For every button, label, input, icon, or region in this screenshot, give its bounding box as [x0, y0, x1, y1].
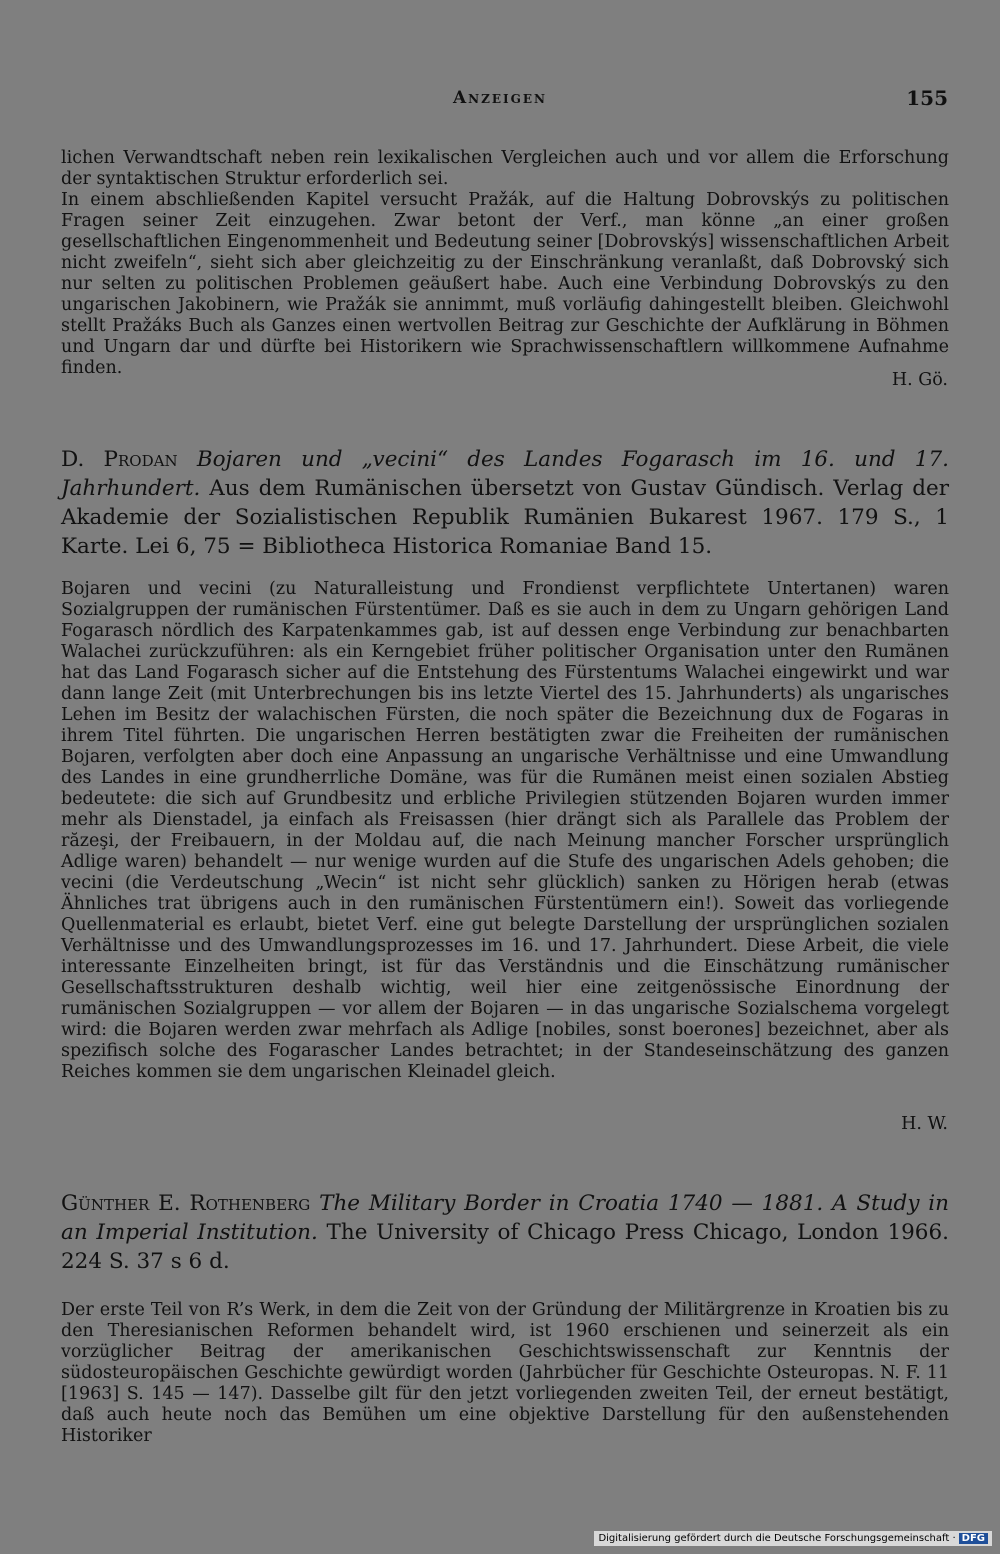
- review1-signature: H. Gö.: [891, 370, 948, 390]
- review3-title: The Military Border in Croatia 1740 — 1881. A Study in an Imperial Institution.: [61, 1191, 949, 1245]
- running-header: Anzeigen: [452, 88, 548, 108]
- review2-body: Bojaren und vecini (zu Naturalleistung und Frondienst verpflichtete Untertanen) waren Sozialgruppen der rumänischen Fürstentümer. Daß es sie auch in dem zu Ungarn gehörigen Land Fogarasch nördlich des Karpatenkammes gab, ist auf dessen enge Verbindung zur benachbarten Walachei zurückzuführen: als ein Kerngebiet früher politischer Organisation unter den Rumänen hat das Land Fogarasch sicher auf die Entstehung des Fürstentums Walachei eingewirkt und war dann lange Zeit (mit Unterbrechungen bis ins letzte Viertel des 15. Jahrhunderts) als ungarisches Lehen im Besitz der walachischen Fürsten, die noch später die Bezeichnung dux de Fogaras in ihrem Titel führten. Die ungarischen Herren bestätigten zwar die Freiheiten der rumänischen Bojaren, verfolgten aber doch eine Anpassung an ungarische Verhältnisse und eine Umwandlung des Landes in eine grundherrliche Domäne, was für die Rumänen meist einen sozialen Abstieg bedeutete: die sich auf Grundbesitz und erbliche Privilegien stützenden Bojaren wurden immer mehr als Dienstadel, ja einfach als Freisassen (hier drängt sich als Parallele das Problem der răzeşi, der Freibauern, in der Moldau auf, die nach Meinung mancher Forscher ursprünglich Adlige waren) behandelt — nur wenige wurden auf die Stufe des ungarischen Adels gehoben; die vecini (die Verdeutschung „Wecin“ ist nicht sehr glücklich) sanken zu Hörigen herab (etwas Ähnliches trat übrigens auch in den rumänischen Fürstentümern ein!). Soweit das vorliegende Quellenmaterial es erlaubt, bietet Verf. eine gut belegte Darstellung der ursprünglichen sozialen Verhältnisse und des Umwandlungsprozesses im 16. und 17. Jahrhundert. Diese Arbeit, die viele interessante Einzelheiten bringt, ist für das Verständnis und die Einschätzung rumänischer Gesellschaftsstrukturen deshalb wichtig, weil hier eine zeitgenössische Einordnung der rumänischen Sozialgruppen — vor allem der Bojaren — in das ungarische Sozialschema vorgelegt wird: die Bojaren werden zwar mehrfach als Adlige [nobiles, sonst boerones] bezeichnet, aber als spezifisch solche des Fogarascher Landes betrachtet; in der Standeseinschätzung des ganzen Reiches kommen sie dem ungarischen Kleinadel gleich.: [61, 579, 949, 1082]
- review3-details: The University of Chicago Press Chicago, London 1966. 224 S. 37 s 6 d.: [61, 1220, 949, 1274]
- review1-text: [61, 148, 949, 379]
- page-number: 155: [906, 86, 948, 110]
- review3-author: Günther E. Rothenberg: [61, 1191, 311, 1216]
- review2-title: Bojaren und „vecini“ des Landes Fogarasch im 16. und 17. Jahrhundert.: [61, 447, 949, 501]
- review1-paragraph: lichen Verwandtschaft neben rein lexikalischen Vergleichen auch und vor allem die Erforschung der syntaktischen Struktur erforderlich sei.: [61, 148, 949, 189]
- review2-author: D. Prodan: [61, 447, 178, 472]
- dfg-logo: DFG: [959, 1533, 988, 1544]
- review2-signature: H. W.: [901, 1114, 948, 1134]
- review3-heading: [61, 1189, 949, 1276]
- review3-body: Der erste Teil von R’s Werk, in dem die Zeit von der Gründung der Militärgrenze in Kroatien bis zu den Theresianischen Reformen behandelt wird, ist 1960 erschienen und seinerzeit als ein vorzüglicher Beitrag der amerikanischen Geschichtswissenschaft zur Kenntnis der südosteuropäischen Geschichte gewürdigt worden (Jahrbücher für Geschichte Osteuropas. N. F. 11 [1963] S. 145 — 147). Dasselbe gilt für den jetzt vorliegenden zweiten Teil, der erneut bestätigt, daß auch heute noch das Bemühen um eine objektive Darstellung für den außenstehenden Historiker: [61, 1300, 949, 1446]
- footer-text: Digitalisierung gefördert durch die Deutsche Forschungsgemeinschaft ·: [598, 1533, 956, 1544]
- review2-details: Aus dem Rumänischen übersetzt von Gustav Gündisch. Verlag der Akademie der Sozialistischen Republik Rumänien Bukarest 1967. 179 S., 1 Karte. Lei 6, 75 = Bibliotheca Historica Romaniae Band 15.: [61, 476, 949, 559]
- review1-paragraph: In einem abschließenden Kapitel versucht Pražák, auf die Haltung Dobrovskýs zu politischen Fragen seiner Zeit einzugehen. Zwar betont der Verf., man könne „an einer großen gesellschaftlichen Eingenommenheit und Bedeutung seiner [Dobrovskýs] wissenschaftlichen Arbeit nicht zweifeln“, sieht sich aber gleichzeitig zu der Einschränkung veranlaßt, daß Dobrovský sich nur selten zu politischen Problemen geäußert habe. Auch eine Verbindung Dobrovskýs zu den ungarischen Jakobinern, wie Pražák sie annimmt, muß vorläufig dahingestellt bleiben. Gleichwohl stellt Pražáks Buch als Ganzes einen wertvollen Beitrag zur Geschichte der Aufklärung in Böhmen und Ungarn dar und dürfte bei Historikern wie Sprachwissenschaftlern willkommene Aufnahme finden.: [61, 190, 949, 378]
- digitization-footer: [594, 1531, 992, 1546]
- review2-heading: [61, 445, 949, 561]
